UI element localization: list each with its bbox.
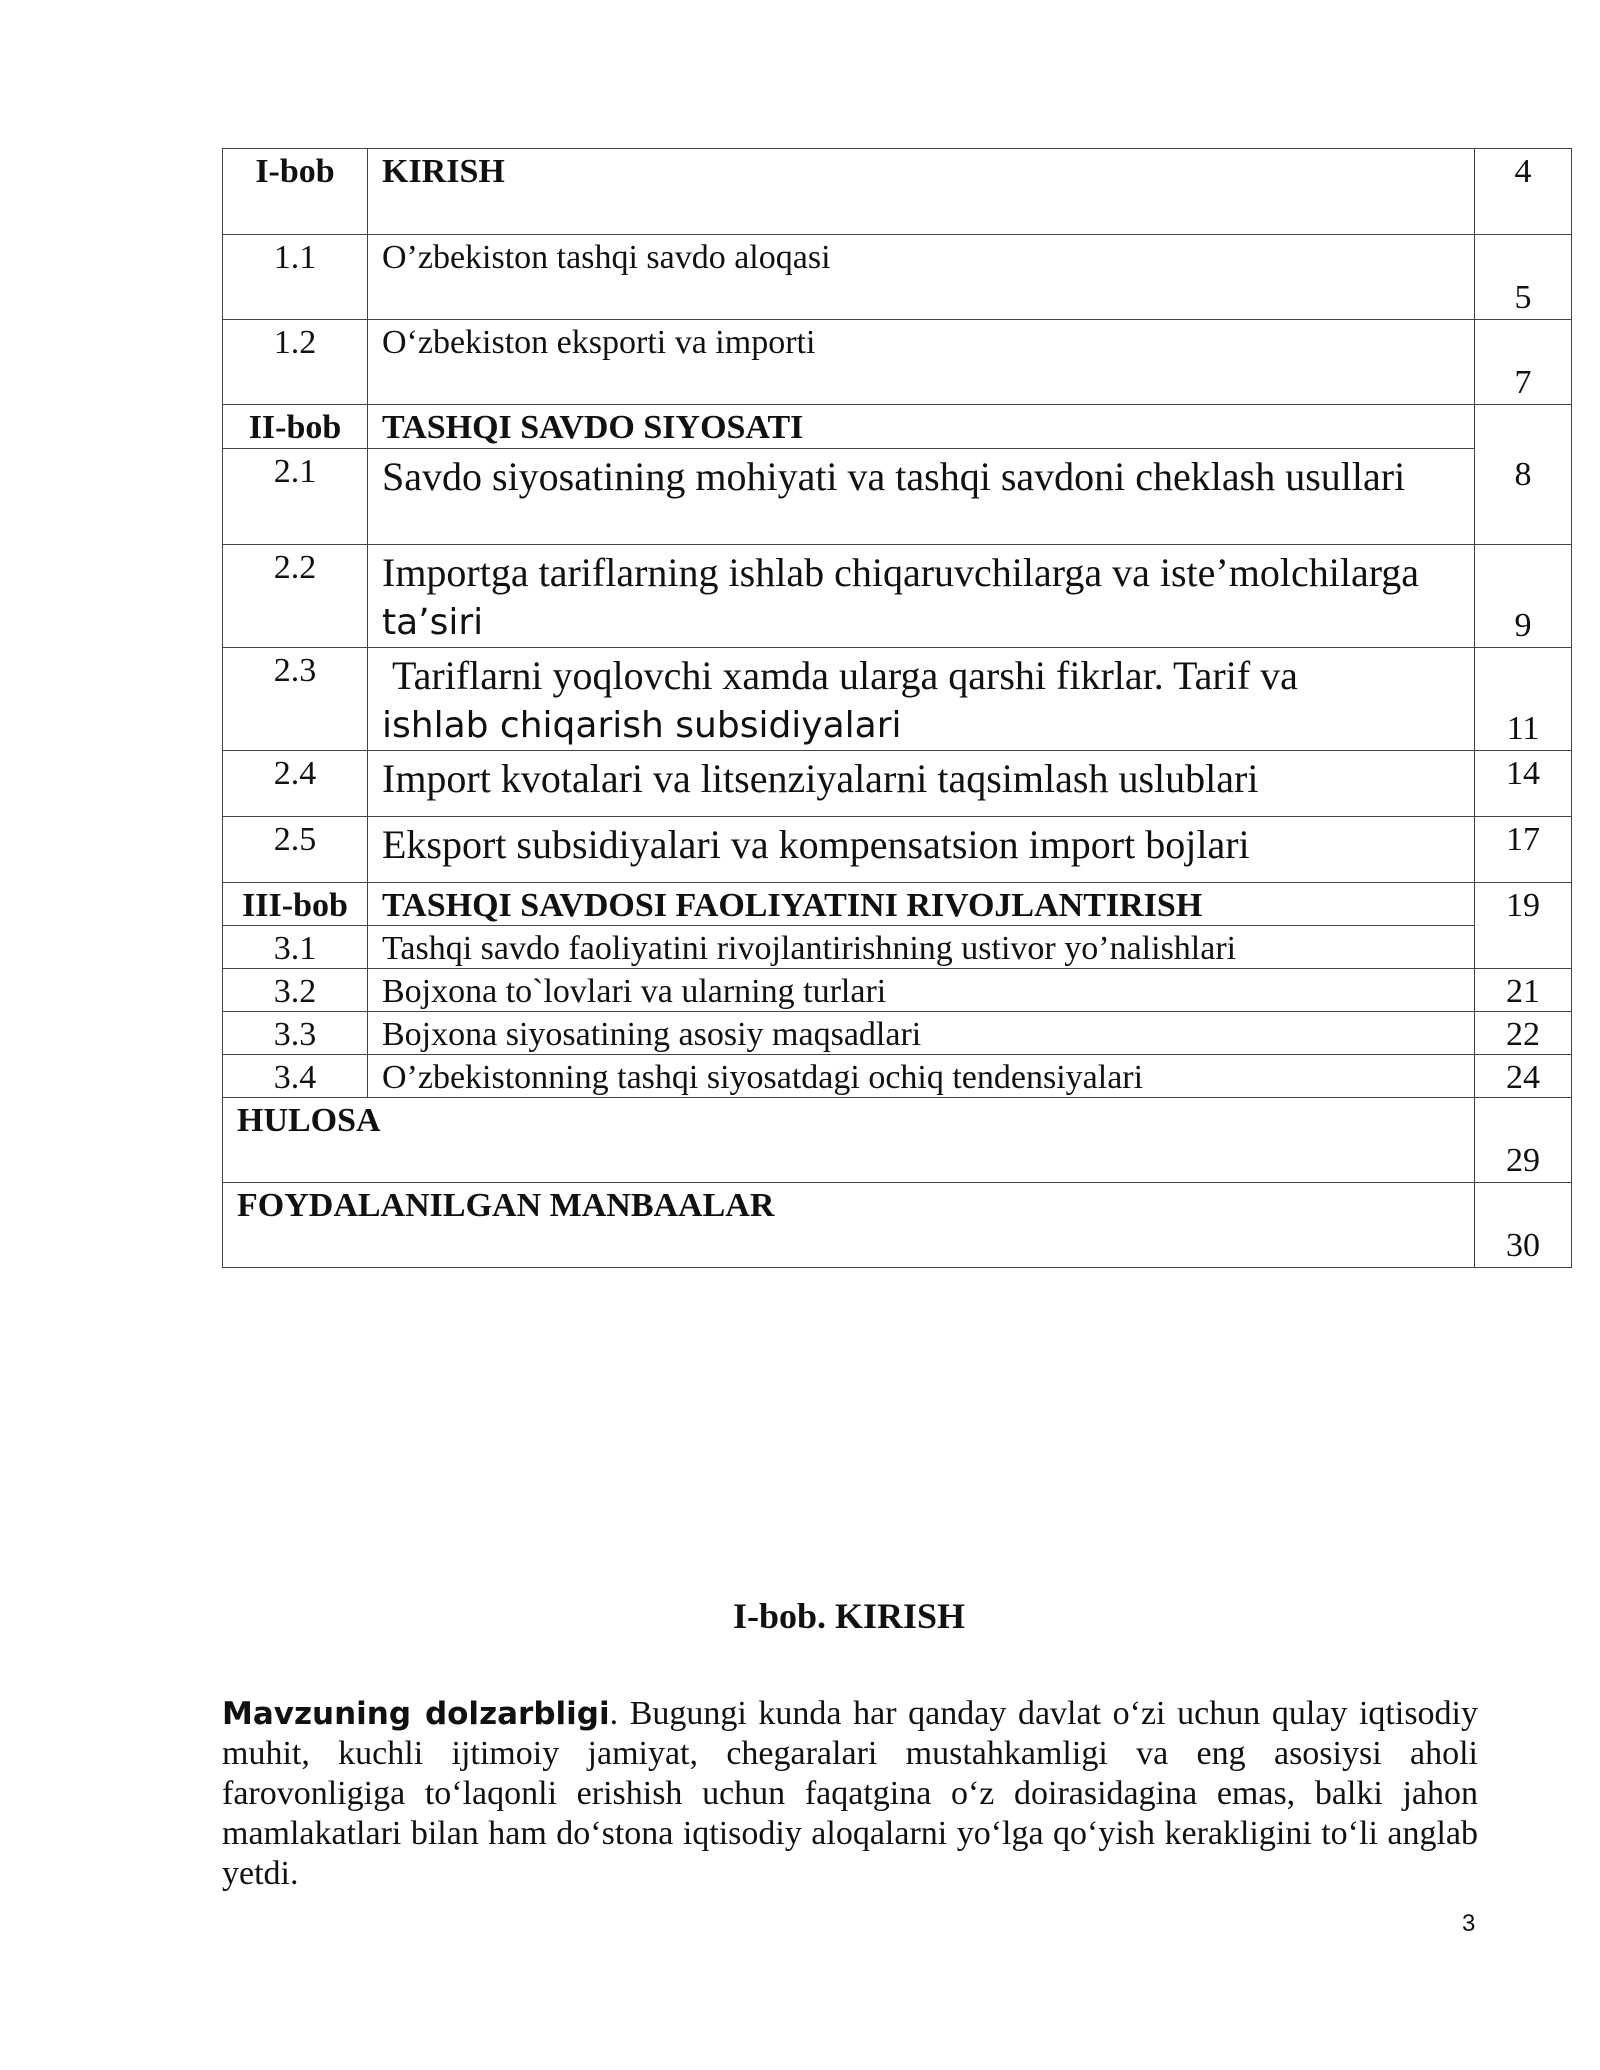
toc-title: O’zbekistonning tashqi siyosatdagi ochiq tendensiyalari <box>368 1055 1475 1098</box>
toc-row <box>223 235 1572 320</box>
toc-title: TASHQI SAVDO SIYOSATI <box>368 405 1475 449</box>
toc-number: 2.3 <box>223 648 368 751</box>
toc-title-text: Tariflarni yoqlovchi xamda ularga qarshi fikrlar. Tarif va <box>392 653 1298 698</box>
toc-title: Bojxona siyosatining asosiy maqsadlari <box>368 1012 1475 1055</box>
toc-row <box>223 883 1572 926</box>
table-of-contents <box>222 148 1572 1268</box>
toc-title <box>368 648 1475 751</box>
toc-number: I-bob <box>223 149 368 235</box>
intro-paragraph <box>222 1694 1478 1894</box>
toc-title: Tashqi savdo faoliyatini rivojlantirishning ustivor yo’nalishlari <box>368 926 1475 969</box>
toc-title: KIRISH <box>368 149 1475 235</box>
toc-number: II-bob <box>223 405 368 449</box>
toc-page: 21 <box>1475 969 1572 1012</box>
toc-title <box>368 545 1475 648</box>
toc-row <box>223 926 1572 969</box>
toc-number: 3.1 <box>223 926 368 969</box>
toc-row <box>223 969 1572 1012</box>
toc-page: 8 <box>1475 405 1572 545</box>
toc-page: 9 <box>1475 545 1572 648</box>
section-heading: I-bob. KIRISH <box>732 1596 966 1636</box>
toc-title: O‘zbekiston eksporti va importi <box>368 320 1475 405</box>
intro-body: . Bugungi kunda har qanday davlat o‘zi uchun qulay iqtisodiy muhit, kuchli ijtimoiy jamiyat, chegaralari mustahkamligi va eng asosiysi aholi farovonligiga to‘laqonli erishish uchun faqatgina o‘z doirasidagina emas, balki jahon mamlakatlari bilan ham do‘stona iqtisodiy aloqalarni yo‘lga qo‘yish kerakligini to‘li anglab yetdi. <box>222 1695 1478 1892</box>
intro-lead: Mavzuning dolzarbligi <box>222 1696 610 1732</box>
toc-row <box>223 1183 1572 1268</box>
toc-row <box>223 545 1572 648</box>
toc-title: Eksport subsidiyalari va kompensatsion import bojlari <box>368 817 1475 883</box>
toc-page: 19 <box>1475 883 1572 969</box>
toc-number: 3.4 <box>223 1055 368 1098</box>
toc-page: 5 <box>1475 235 1572 320</box>
toc-page: 22 <box>1475 1012 1572 1055</box>
page-number: 3 <box>1462 1910 1476 1937</box>
toc-title-text: ishlab chiqarish subsidiyalari <box>382 705 902 746</box>
toc-page: 29 <box>1475 1098 1572 1183</box>
toc-row <box>223 405 1572 449</box>
toc-page: 4 <box>1475 149 1572 235</box>
toc-row <box>223 449 1572 545</box>
toc-number: 1.1 <box>223 235 368 320</box>
toc-row <box>223 817 1572 883</box>
toc-title: HULOSA <box>223 1098 1475 1183</box>
toc-row <box>223 1012 1572 1055</box>
toc-title-text: Importga tariflarning ishlab chiqaruvchilarga va iste’molchilarga <box>382 550 1420 595</box>
toc-title-text: ta’siri <box>382 602 484 643</box>
toc-title: FOYDALANILGAN MANBAALAR <box>223 1183 1475 1268</box>
toc-title: O’zbekiston tashqi savdo aloqasi <box>368 235 1475 320</box>
toc-title: Bojxona to`lovlari va ularning turlari <box>368 969 1475 1012</box>
toc-row <box>223 1055 1572 1098</box>
toc-row <box>223 751 1572 817</box>
toc-number: 2.4 <box>223 751 368 817</box>
toc-number: 3.3 <box>223 1012 368 1055</box>
toc-number: 2.2 <box>223 545 368 648</box>
toc-page: 14 <box>1475 751 1572 817</box>
toc-number: 2.5 <box>223 817 368 883</box>
toc-page: 24 <box>1475 1055 1572 1098</box>
toc-number: III-bob <box>223 883 368 926</box>
toc-number: 3.2 <box>223 969 368 1012</box>
toc-title: TASHQI SAVDOSI FAOLIYATINI RIVOJLANTIRISH <box>368 883 1475 926</box>
toc-title: Savdo siyosatining mohiyati va tashqi savdoni cheklash usullari <box>368 449 1475 545</box>
toc-row <box>223 320 1572 405</box>
toc-page: 11 <box>1475 648 1572 751</box>
toc-row <box>223 149 1572 235</box>
toc-title: Import kvotalari va litsenziyalarni taqsimlash uslublari <box>368 751 1475 817</box>
toc-row <box>223 1098 1572 1183</box>
toc-row <box>223 648 1572 751</box>
toc-page: 17 <box>1475 817 1572 883</box>
toc-page: 7 <box>1475 320 1572 405</box>
toc-number: 1.2 <box>223 320 368 405</box>
toc-page: 30 <box>1475 1183 1572 1268</box>
toc-number: 2.1 <box>223 449 368 545</box>
